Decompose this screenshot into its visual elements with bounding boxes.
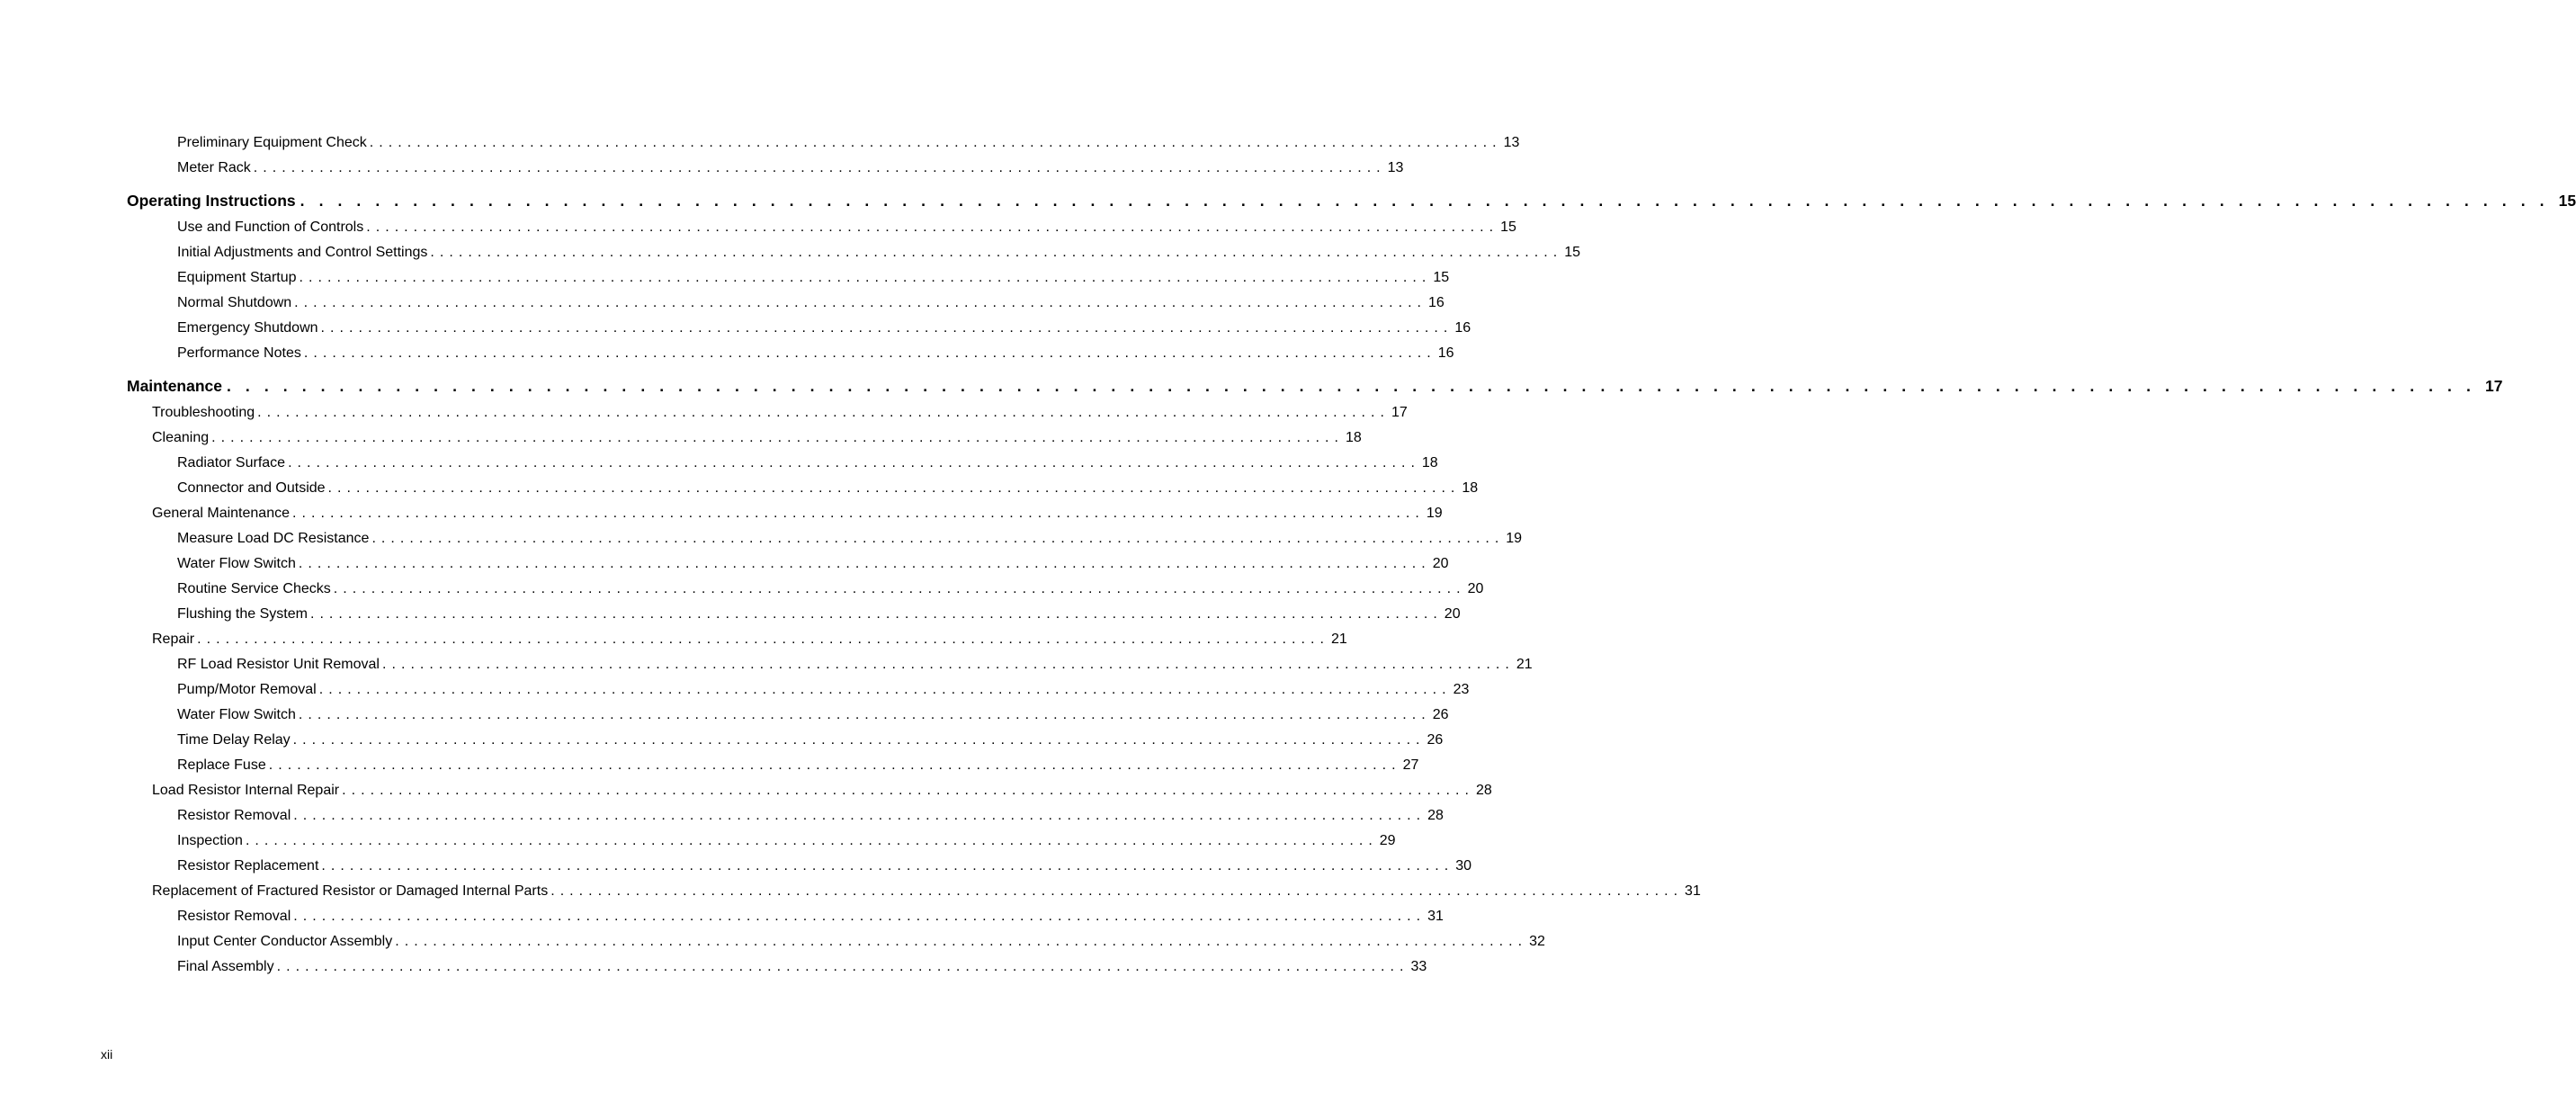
toc-chapter-entry[interactable] [127, 191, 2576, 211]
dot-leader: . . . . . . . . . . . . . . . . . . . . . . . . . . . . . . . . . . . . . . . . . . . . . . . . . . . . . . . . . . . . . . . . . . . . . . . . . . . . . . . . . . . . . . . . . . . . . . . . . . . . . . . . . . . . . . . . . . . . . . . . [371, 531, 1500, 546]
toc-entry-page: 20 [1467, 581, 1484, 596]
toc-entry-page: 31 [1685, 883, 1701, 899]
dot-leader: . . . . . . . . . . . . . . . . . . . . . . . . . . . . . . . . . . . . . . . . . . . . . . . . . . . . . . . . . . . . . . . . . . . . . . . . . . . . . . . . . . . . . . . . . . . . . . . . . . . . . . . . . . . . . . . . . . . . . . . . [268, 757, 1397, 773]
toc-entry-page: 20 [1432, 556, 1449, 571]
toc-entry-title: Input Center Conductor Assembly [177, 934, 393, 949]
toc-entry-title: Use and Function of Controls [177, 220, 364, 235]
dot-leader: . . . . . . . . . . . . . . . . . . . . . . . . . . . . . . . . . . . . . . . . . . . . . . . . . . . . . . . . . . . . . . . . . . . . . . . . . . . . . . . . . . . . . . . . . . . . . . . . . . . . . . . . . . . . . . . . . . . . . . . . [318, 682, 1447, 697]
toc-entry[interactable] [177, 730, 1444, 750]
toc-entry-page: 13 [1503, 135, 1520, 150]
toc-entry-page: 18 [1421, 455, 1438, 470]
toc-entry-page: 16 [1454, 320, 1471, 336]
dot-leader: . . . . . . . . . . . . . . . . . . . . . . . . . . . . . . . . . . . . . . . . . . . . . . . . . . . . . . . . . . . . . . . . . . . . . . . . . . . . . . . . . . . . . . . . . . . . . . . . . . . . . . . . . . . . . . . . . . . . . . . . [294, 295, 1422, 310]
toc-entry-page: 17 [2484, 377, 2503, 395]
toc-entry-page: 27 [1402, 757, 1419, 773]
toc-entry-page: 26 [1427, 732, 1444, 748]
toc-entry[interactable] [152, 428, 1362, 448]
toc-entry-title: Radiator Surface [177, 455, 286, 470]
toc-entry-page: 15 [1433, 270, 1450, 285]
toc-entry-page: 32 [1529, 934, 1545, 949]
toc-entry-title: Preliminary Equipment Check [177, 135, 367, 150]
dot-leader: . . . . . . . . . . . . . . . . . . . . . . . . . . . . . . . . . . . . . . . . . . . . . . . . . . . . . . . . . . . . . . . . . . . . . . . . . . . . . . . . . . . . . . . . . . . . . . . . . . . . . . . . . . . . . . . . . . . . . . . . [293, 909, 1421, 924]
toc-entry[interactable] [177, 479, 1479, 498]
toc-entry-title: Operating Instructions [127, 192, 296, 210]
page-number: xii [101, 1047, 113, 1062]
toc-entry[interactable] [177, 268, 1450, 288]
dot-leader: . . . . . . . . . . . . . . . . . . . . . . . . . . . . . . . . . . . . . . . . . . . . . . . . . . . . . . . . . . . . . . . . . . . . . . . . . . . . . . . . . . . . . . . . . . . . . . . . . . . . . . . . . . . . . . . . . . . . . . . . [288, 455, 1416, 470]
dot-leader: . . . . . . . . . . . . . . . . . . . . . . . . . . . . . . . . . . . . . . . . . . . . . . . . . . . . . . . . . . . . . . . . . . . . . . . . . . . . . . . . . . . . . . . . . . . . . . . . . . . . . . . . . . . . . . . . . . . . . . . . [550, 883, 1678, 899]
dot-leader: . . . . . . . . . . . . . . . . . . . . . . . . . . . . . . . . . . . . . . . . . . . . . . . . . . . . . . . . . . . . . . . . . . . . . . . . . . . . . . . . . . . . . . . . . . . . . . . . . . . . . . . . . . . . . . . . . . . . . . . . [245, 833, 1373, 848]
toc-entry-page: 23 [1453, 682, 1470, 697]
toc-entry-page: 18 [1346, 430, 1362, 445]
toc-entry-title: Maintenance [127, 377, 222, 395]
dot-leader: . . . . . . . . . . . . . . . . . . . . . . . . . . . . . . . . . . . . . . . . . . . . . . . . . . . . . . . . . . . . . . . . . . . . . . . . . . . . . . . . . . . . . . . . . . . . . . . . . . . . . . . . . . . . . . . . . . . . . . . . [292, 732, 1421, 748]
dot-leader: . . . . . . . . . . . . . . . . . . . . . . . . . . . . . . . . . . . . . . . . . . . . . . . . . . . . . . . . . . . . . . . . . . . . . . . . . . . . . . . . . . . . . . . . . . . . . . . . . . . . . . . . . . . . . . . . . . . . . . . . [253, 160, 1382, 175]
toc-entry-title: Initial Adjustments and Control Settings [177, 245, 428, 260]
toc-entry-page: 16 [1428, 295, 1445, 310]
dot-leader: . . . . . . . . . . . . . . . . . . . . . . . . . . . . . . . . . . . . . . . . . . . . . . . . . . . . . . . . . . . . . . . . . . . . . . . . . . . . . . . . . . . . . . . . . . . . . . . . . . . . . . . . . . . . . . . . . . . . . . . . [197, 632, 1325, 647]
toc-entry[interactable] [177, 318, 1471, 338]
dot-leader: . . . . . . . . . . . . . . . . . . . . . . . . . . . . . . . . . . . . . . . . . . . . . . . . . . . . . . . . . . . . . . . . . . . . . . . . . . . . . . . . . . . . . . . . . . . . . . . . . . . . . . . . . . . . . . . . . . . . . . . . [300, 192, 2550, 210]
toc-entry[interactable] [177, 453, 1438, 473]
toc-entry-title: Emergency Shutdown [177, 320, 318, 336]
toc-entry-title: Replacement of Fractured Resistor or Damaged Internal Parts [152, 883, 549, 899]
toc-entry[interactable] [177, 907, 1444, 927]
toc-entry[interactable] [152, 403, 1408, 423]
dot-leader: . . . . . . . . . . . . . . . . . . . . . . . . . . . . . . . . . . . . . . . . . . . . . . . . . . . . . . . . . . . . . . . . . . . . . . . . . . . . . . . . . . . . . . . . . . . . . . . . . . . . . . . . . . . . . . . . . . . . . . . . [298, 707, 1427, 722]
toc-entry-title: Pump/Motor Removal [177, 682, 317, 697]
toc-entry-title: Water Flow Switch [177, 707, 296, 722]
toc-entry-page: 26 [1432, 707, 1449, 722]
toc-entry[interactable] [177, 579, 1484, 599]
toc-entry-title: Repair [152, 632, 195, 647]
toc-entry-title: Time Delay Relay [177, 732, 291, 748]
toc-entry-page: 28 [1427, 808, 1444, 823]
toc-entry-title: Routine Service Checks [177, 581, 331, 596]
dot-leader: . . . . . . . . . . . . . . . . . . . . . . . . . . . . . . . . . . . . . . . . . . . . . . . . . . . . . . . . . . . . . . . . . . . . . . . . . . . . . . . . . . . . . . . . . . . . . . . . . . . . . . . . . . . . . . . . . . . . . . . . [342, 783, 1470, 798]
dot-leader: . . . . . . . . . . . . . . . . . . . . . . . . . . . . . . . . . . . . . . . . . . . . . . . . . . . . . . . . . . . . . . . . . . . . . . . . . . . . . . . . . . . . . . . . . . . . . . . . . . . . . . . . . . . . . . . . . . . . . . . . [366, 220, 1494, 235]
dot-leader: . . . . . . . . . . . . . . . . . . . . . . . . . . . . . . . . . . . . . . . . . . . . . . . . . . . . . . . . . . . . . . . . . . . . . . . . . . . . . . . . . . . . . . . . . . . . . . . . . . . . . . . . . . . . . . . . . . . . . . . . [333, 581, 1462, 596]
toc-entry[interactable] [177, 158, 1404, 178]
toc-entry-page: 29 [1379, 833, 1396, 848]
toc-entry-title: Flushing the System [177, 606, 308, 622]
toc-entry[interactable] [177, 806, 1444, 826]
dot-leader: . . . . . . . . . . . . . . . . . . . . . . . . . . . . . . . . . . . . . . . . . . . . . . . . . . . . . . . . . . . . . . . . . . . . . . . . . . . . . . . . . . . . . . . . . . . . . . . . . . . . . . . . . . . . . . . . . . . . . . . . [395, 934, 1523, 949]
toc-entry-page: 21 [1330, 632, 1347, 647]
toc-entry[interactable] [177, 529, 1523, 549]
dot-leader: . . . . . . . . . . . . . . . . . . . . . . . . . . . . . . . . . . . . . . . . . . . . . . . . . . . . . . . . . . . . . . . . . . . . . . . . . . . . . . . . . . . . . . . . . . . . . . . . . . . . . . . . . . . . . . . . . . . . . . . . [321, 858, 1450, 874]
dot-leader: . . . . . . . . . . . . . . . . . . . . . . . . . . . . . . . . . . . . . . . . . . . . . . . . . . . . . . . . . . . . . . . . . . . . . . . . . . . . . . . . . . . . . . . . . . . . . . . . . . . . . . . . . . . . . . . . . . . . . . . . [320, 320, 1449, 336]
toc-entry[interactable] [177, 655, 1533, 675]
toc-entry[interactable] [177, 554, 1449, 574]
toc-entry-page: 19 [1506, 531, 1523, 546]
dot-leader: . . . . . . . . . . . . . . . . . . . . . . . . . . . . . . . . . . . . . . . . . . . . . . . . . . . . . . . . . . . . . . . . . . . . . . . . . . . . . . . . . . . . . . . . . . . . . . . . . . . . . . . . . . . . . . . . . . . . . . . . [299, 270, 1427, 285]
toc-entry-title: Meter Rack [177, 160, 251, 175]
toc-entry[interactable] [177, 605, 1461, 624]
dot-leader: . . . . . . . . . . . . . . . . . . . . . . . . . . . . . . . . . . . . . . . . . . . . . . . . . . . . . . . . . . . . . . . . . . . . . . . . . . . . . . . . . . . . . . . . . . . . . . . . . . . . . . . . . . . . . . . . . . . . . . . . [298, 556, 1427, 571]
toc-entry[interactable] [177, 957, 1427, 977]
toc-entry[interactable] [177, 243, 1581, 263]
toc-entry-title: Troubleshooting [152, 405, 255, 420]
toc-chapter-entry[interactable] [127, 376, 2503, 396]
dot-leader: . . . . . . . . . . . . . . . . . . . . . . . . . . . . . . . . . . . . . . . . . . . . . . . . . . . . . . . . . . . . . . . . . . . . . . . . . . . . . . . . . . . . . . . . . . . . . . . . . . . . . . . . . . . . . . . . . . . . . . . . [211, 430, 1339, 445]
dot-leader: . . . . . . . . . . . . . . . . . . . . . . . . . . . . . . . . . . . . . . . . . . . . . . . . . . . . . . . . . . . . . . . . . . . . . . . . . . . . . . . . . . . . . . . . . . . . . . . . . . . . . . . . . . . . . . . . . . . . . . . . [430, 245, 1559, 260]
toc-entry[interactable] [152, 504, 1443, 524]
toc-entry[interactable] [177, 831, 1396, 851]
toc-entry[interactable] [177, 756, 1419, 775]
dot-leader: . . . . . . . . . . . . . . . . . . . . . . . . . . . . . . . . . . . . . . . . . . . . . . . . . . . . . . . . . . . . . . . . . . . . . . . . . . . . . . . . . . . . . . . . . . . . . . . . . . . . . . . . . . . . . . . . . . . . . . . . [309, 606, 1438, 622]
dot-leader: . . . . . . . . . . . . . . . . . . . . . . . . . . . . . . . . . . . . . . . . . . . . . . . . . . . . . . . . . . . . . . . . . . . . . . . . . . . . . . . . . . . . . . . . . . . . . . . . . . . . . . . . . . . . . . . . . . . . . . . . [293, 808, 1421, 823]
toc-entry[interactable] [152, 882, 1701, 901]
toc-entry-title: Resistor Replacement [177, 858, 319, 874]
dot-leader: . . . . . . . . . . . . . . . . . . . . . . . . . . . . . . . . . . . . . . . . . . . . . . . . . . . . . . . . . . . . . . . . . . . . . . . . . . . . . . . . . . . . . . . . . . . . . . . . . . . . . . . . . . . . . . . . . . . . . . . . [381, 657, 1510, 672]
dot-leader: . . . . . . . . . . . . . . . . . . . . . . . . . . . . . . . . . . . . . . . . . . . . . . . . . . . . . . . . . . . . . . . . . . . . . . . . . . . . . . . . . . . . . . . . . . . . . . . . . . . . . . . . . . . . . . . . . . . . . . . . [369, 135, 1498, 150]
dot-leader: . . . . . . . . . . . . . . . . . . . . . . . . . . . . . . . . . . . . . . . . . . . . . . . . . . . . . . . . . . . . . . . . . . . . . . . . . . . . . . . . . . . . . . . . . . . . . . . . . . . . . . . . . . . . . . . . . . . . . . . . [291, 506, 1420, 521]
dot-leader: . . . . . . . . . . . . . . . . . . . . . . . . . . . . . . . . . . . . . . . . . . . . . . . . . . . . . . . . . . . . . . . . . . . . . . . . . . . . . . . . . . . . . . . . . . . . . . . . . . . . . . . . . . . . . . . . . . . . . . . . [327, 480, 1456, 496]
toc-entry-page: 28 [1475, 783, 1492, 798]
toc-entry-title: Inspection [177, 833, 243, 848]
toc-entry-page: 19 [1426, 506, 1443, 521]
toc-entry-title: General Maintenance [152, 506, 290, 521]
toc-entry[interactable] [152, 781, 1492, 801]
toc-entry-title: Load Resistor Internal Repair [152, 783, 340, 798]
toc-entry-title: Final Assembly [177, 959, 274, 974]
toc-entry[interactable] [177, 344, 1454, 363]
toc-entry[interactable] [152, 630, 1347, 650]
toc-entry-page: 31 [1427, 909, 1444, 924]
toc-entry[interactable] [177, 680, 1470, 700]
dot-leader: . . . . . . . . . . . . . . . . . . . . . . . . . . . . . . . . . . . . . . . . . . . . . . . . . . . . . . . . . . . . . . . . . . . . . . . . . . . . . . . . . . . . . . . . . . . . . . . . . . . . . . . . . . . . . . . . . . . . . . . . [303, 345, 1432, 361]
toc-entry[interactable] [177, 856, 1472, 876]
dot-leader: . . . . . . . . . . . . . . . . . . . . . . . . . . . . . . . . . . . . . . . . . . . . . . . . . . . . . . . . . . . . . . . . . . . . . . . . . . . . . . . . . . . . . . . . . . . . . . . . . . . . . . . . . . . . . . . . . . . . . . . . [276, 959, 1405, 974]
toc-entry[interactable] [177, 932, 1545, 952]
dot-leader: . . . . . . . . . . . . . . . . . . . . . . . . . . . . . . . . . . . . . . . . . . . . . . . . . . . . . . . . . . . . . . . . . . . . . . . . . . . . . . . . . . . . . . . . . . . . . . . . . . . . . . . . . . . . . . . . . . . . . . . . [227, 377, 2476, 395]
toc-entry-title: Normal Shutdown [177, 295, 292, 310]
toc-entry-page: 20 [1444, 606, 1461, 622]
toc-entry-title: Cleaning [152, 430, 210, 445]
toc-entry-page: 16 [1437, 345, 1454, 361]
toc-entry-title: RF Load Resistor Unit Removal [177, 657, 380, 672]
toc-entry[interactable] [177, 705, 1449, 725]
toc-entry[interactable] [177, 293, 1445, 313]
toc-entry-page: 17 [1391, 405, 1408, 420]
toc-entry-title: Performance Notes [177, 345, 301, 361]
toc-entry-page: 13 [1387, 160, 1404, 175]
toc-entry-title: Resistor Removal [177, 808, 291, 823]
toc-entry[interactable] [177, 133, 1520, 153]
dot-leader: . . . . . . . . . . . . . . . . . . . . . . . . . . . . . . . . . . . . . . . . . . . . . . . . . . . . . . . . . . . . . . . . . . . . . . . . . . . . . . . . . . . . . . . . . . . . . . . . . . . . . . . . . . . . . . . . . . . . . . . . [257, 405, 1385, 420]
toc-entry-page: 21 [1516, 657, 1533, 672]
toc-entry-page: 15 [2558, 192, 2576, 210]
toc-entry-title: Replace Fuse [177, 757, 266, 773]
toc-entry-title: Water Flow Switch [177, 556, 296, 571]
toc-entry-page: 15 [1500, 220, 1516, 235]
toc-entry[interactable] [177, 218, 1516, 237]
toc-entry-title: Connector and Outside [177, 480, 326, 496]
toc-entry-title: Equipment Startup [177, 270, 297, 285]
toc-entry-page: 30 [1455, 858, 1472, 874]
toc-entry-title: Resistor Removal [177, 909, 291, 924]
toc-entry-page: 33 [1410, 959, 1427, 974]
toc-entry-page: 15 [1564, 245, 1581, 260]
toc-entry-page: 18 [1462, 480, 1479, 496]
toc-entry-title: Measure Load DC Resistance [177, 531, 370, 546]
